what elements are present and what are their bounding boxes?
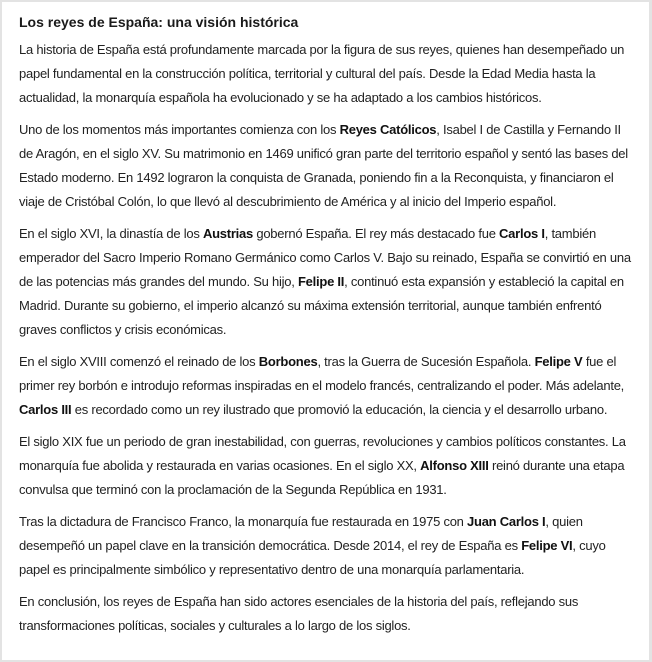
text-run: En conclusión, los reyes de España han sido actores esenciales de la historia del país, reflejando sus transformaciones políticas, sociales y culturales a lo largo de los siglos.: [19, 594, 579, 633]
paragraph: [19, 222, 633, 342]
text-run: Uno de los momentos más importantes comienza con los: [19, 122, 340, 137]
text-run: , tras la Guerra de Sucesión Española.: [317, 354, 535, 369]
bold-name: Carlos I: [499, 226, 545, 241]
paragraph: [19, 118, 633, 214]
text-run: reinó durante una etapa convulsa que terminó con la proclamación de la Segunda República en 1931.: [19, 458, 625, 497]
text-run: , cuyo papel es principalmente simbólico y representativo dentro de una monarquía parlamentaria.: [19, 538, 606, 577]
document-title: Los reyes de España: una visión histórica: [19, 14, 299, 30]
text-run: El siglo XIX fue un periodo de gran inestabilidad, con guerras, revoluciones y cambios políticos constantes. La monarquía fue abolida y restaurada en varias ocasiones. En el siglo XX,: [19, 434, 626, 473]
text-run: La historia de España está profundamente marcada por la figura de sus reyes, quienes han desempeñado un papel fundamental en la construcción política, territorial y cultural del país. Desde la Edad Media hasta la actualidad, la monarquía española ha evolucionado y se ha adaptado a los cambios históricos.: [19, 42, 625, 105]
text-run: es recordado como un rey ilustrado que promovió la educación, la ciencia y el desarrollo urbano.: [71, 402, 608, 417]
bold-name: Borbones: [258, 354, 318, 369]
text-run: En el siglo XVIII comenzó el reinado de los: [19, 354, 259, 369]
bold-name: Reyes Católicos: [339, 122, 437, 137]
paragraph: [19, 510, 633, 582]
paragraph: [19, 430, 633, 502]
bold-name: Felipe II: [297, 274, 345, 289]
text-run: En el siglo XVI, la dinastía de los: [19, 226, 203, 241]
paragraph: [19, 38, 633, 110]
text-run: fue el primer rey borbón e introdujo reformas inspiradas en el modelo francés, centralizando el poder. Más adelante,: [19, 354, 625, 393]
paragraph: [19, 590, 633, 638]
text-run: , quien desempeñó un papel clave en la transición democrática. Desde 2014, el rey de España es: [19, 514, 583, 553]
bold-name: Austrias: [202, 226, 253, 241]
bold-name: Juan Carlos I: [467, 514, 546, 529]
text-run: gobernó España. El rey más destacado fue: [252, 226, 500, 241]
document-body: [19, 38, 633, 638]
bold-name: Carlos III: [19, 402, 72, 417]
text-run: , también emperador del Sacro Imperio Romano Germánico como Carlos V. Bajo su reinado, España se convirtió en una de las potencias más grandes del mundo. Su hijo,: [19, 226, 631, 289]
bold-name: Felipe VI: [521, 538, 573, 553]
text-run: Tras la dictadura de Francisco Franco, la monarquía fue restaurada en 1975 con: [19, 514, 468, 529]
text-run: , Isabel I de Castilla y Fernando II de Aragón, en el siglo XV. Su matrimonio en 1469 unificó gran parte del territorio español y sentó las bases del Estado moderno. En 1492 lograron la conquista de Granada, poniendo fin a la Reconquista, y financiaron el viaje de Cristóbal Colón, lo que llevó al descubrimiento de América y al inicio del Imperio español.: [19, 122, 628, 209]
paragraph: [19, 350, 633, 422]
bold-name: Alfonso XIII: [420, 458, 489, 473]
text-run: , continuó esta expansión y estableció la capital en Madrid. Durante su gobierno, el imperio alcanzó su máxima extensión territorial, aunque también enfrentó graves conflictos y crisis económicas.: [19, 274, 624, 337]
bold-name: Felipe V: [534, 354, 583, 369]
